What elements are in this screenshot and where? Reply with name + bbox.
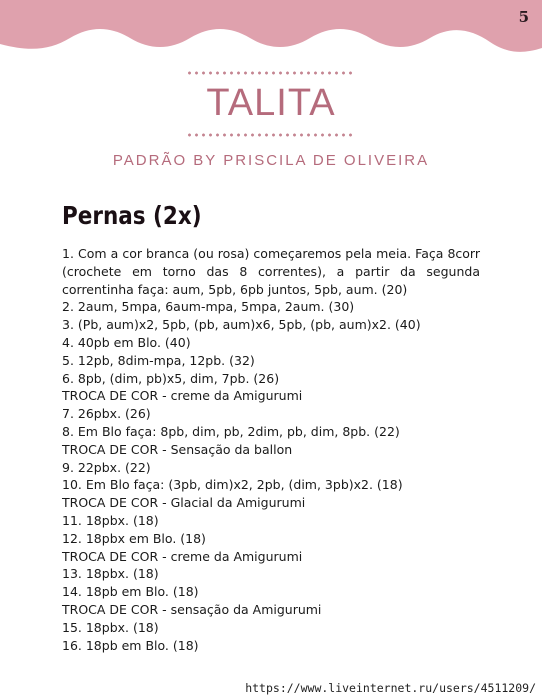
page-number: 5 [518,8,529,26]
instruction-line: 2. 2aum, 5mpa, 6aum-mpa, 5mpa, 2aum. (30) [62,299,355,315]
section-heading: Pernas (2x) [62,201,202,230]
instruction-line: 6. 8pb, (dim, pb)x5, dim, 7pb. (26) [62,370,280,386]
instruction-line: 16. 18pb em Blo. (18) [62,637,199,653]
instruction-line: TROCA DE COR - creme da Amigurumi [62,388,303,404]
instruction-line: TROCA DE COR - Glacial da Amigurumi [62,495,306,511]
top-dotted-divider [186,71,352,75]
instruction-line: 3. (Pb, aum)x2, 5pb, (pb, aum)x6, 5pb, (pb, aum)x2. (40) [62,317,421,333]
instruction-line: 9. 22pbx. (22) [62,459,151,475]
header-wave-decoration [0,0,542,62]
instruction-line: 15. 18pbx. (18) [62,619,159,635]
instruction-line: 4. 40pb em Blo. (40) [62,334,191,350]
instruction-line: 11. 18pbx. (18) [62,512,159,528]
instruction-line: 14. 18pb em Blo. (18) [62,584,199,600]
instruction-intro: 1. Com a cor branca (ou rosa) começaremos pela meia. Faça 8corr (crochete em torno das 8 correntes), a partir da segunda correntinha faça: aum, 5pb, 6pb juntos, 5pb, aum. (20) [62,246,480,297]
instruction-line: 12. 18pbx em Blo. (18) [62,530,206,546]
source-url: https://www.liveinternet.ru/users/4511209/ [245,681,536,695]
instruction-line: TROCA DE COR - Sensação da ballon [62,441,293,457]
pattern-title: TALITA [206,82,336,124]
instruction-line: 7. 26pbx. (26) [62,406,151,422]
instruction-line: 8. Em Blo faça: 8pb, dim, pb, 2dim, pb, dim, 8pb. (22) [62,423,400,439]
instruction-line: 5. 12pb, 8dim-mpa, 12pb. (32) [62,352,255,368]
instruction-line: TROCA DE COR - sensação da Amigurumi [62,601,322,617]
instruction-line: 10. Em Blo faça: (3pb, dim)x2, 2pb, (dim, 3pb)x2. (18) [62,477,403,493]
instruction-line: 13. 18pbx. (18) [62,566,159,582]
instruction-line: TROCA DE COR - creme da Amigurumi [62,548,303,564]
instructions-block [62,245,480,654]
bottom-dotted-divider [186,133,352,137]
pattern-author-subtitle: PADRÃO BY PRISCILA DE OLIVEIRA [112,152,430,169]
instruction-list [62,298,480,654]
